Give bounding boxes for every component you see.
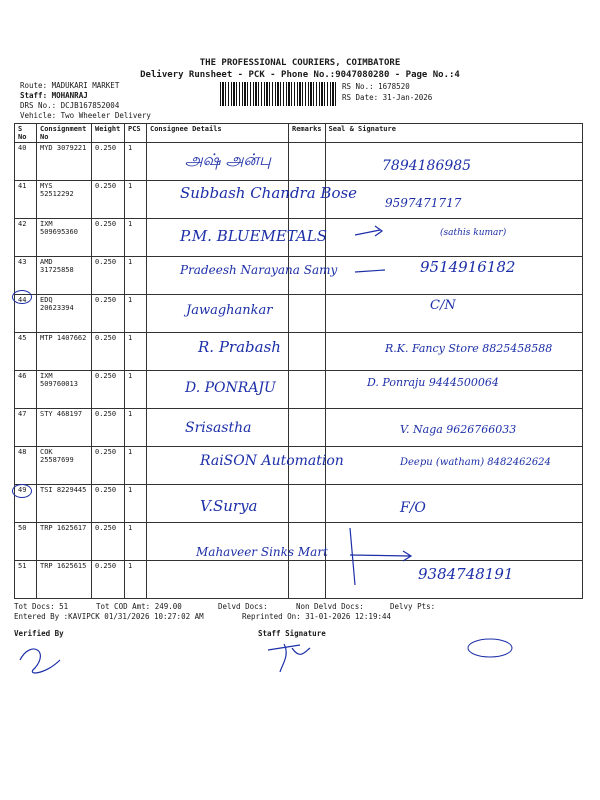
consignment-number: TRP 1625617 xyxy=(37,523,92,561)
pieces: 1 xyxy=(125,295,147,333)
handwritten-consignee: D. PONRAJU xyxy=(185,380,276,396)
arrow-43 xyxy=(355,270,385,272)
delivered-docs: Delvd Docs: xyxy=(218,602,268,611)
arrow-42 xyxy=(355,226,382,236)
pieces: 1 xyxy=(125,371,147,409)
verified-signature xyxy=(20,649,60,673)
pieces: 1 xyxy=(125,561,147,599)
consignment-number: TRP 1625615 xyxy=(37,561,92,599)
col-consignee: Consignee Details xyxy=(147,124,289,143)
staff: Staff: MOHANRAJ xyxy=(20,91,88,100)
col-consignment: Consignment No xyxy=(37,124,92,143)
handwritten-consignee: R. Prabash xyxy=(198,338,281,356)
weight: 0.250 xyxy=(92,257,125,295)
consignment-number: EDQ 20623394 xyxy=(37,295,92,333)
col-sno: S No xyxy=(15,124,37,143)
handwritten-signature: F/O xyxy=(400,500,426,516)
sno: 44 xyxy=(15,295,37,333)
handwritten-signature: 9597471717 xyxy=(385,196,462,210)
entered-by: Entered By :KAVIPCK 01/31/2026 10:27:02 AM xyxy=(14,612,204,621)
col-remarks: Remarks xyxy=(289,124,326,143)
handwritten-consignee: அஷ் அன்பு xyxy=(185,150,271,169)
consignment-number: STY 468197 xyxy=(37,409,92,447)
sno: 47 xyxy=(15,409,37,447)
drs-number: DRS No.: DCJB167852004 xyxy=(20,101,120,110)
sno: 51 xyxy=(15,561,37,599)
company-title: THE PROFESSIONAL COURIERS, COIMBATORE xyxy=(199,58,401,68)
route: Route: MADUKARI MARKET xyxy=(20,81,120,90)
handwritten-signature: 7894186985 xyxy=(382,158,472,174)
rs-number: RS No.: 1678520 xyxy=(342,82,410,91)
sno: 48 xyxy=(15,447,37,485)
handwritten-signature: (sathis kumar) xyxy=(440,228,507,238)
runsheet-subtitle: Delivery Runsheet - PCK - Phone No.:9047080280 - Page No.:4 xyxy=(140,70,460,80)
total-docs: Tot Docs: 51 xyxy=(14,602,69,611)
pieces: 1 xyxy=(125,447,147,485)
pieces: 1 xyxy=(125,485,147,523)
col-signature: Seal & Signature xyxy=(325,124,582,143)
pieces: 1 xyxy=(125,523,147,561)
consignment-number: AMD 31725858 xyxy=(37,257,92,295)
weight: 0.250 xyxy=(92,447,125,485)
consignment-number: MYS 52512292 xyxy=(37,181,92,219)
delivery-points: Delvy Pts: xyxy=(390,602,436,611)
weight: 0.250 xyxy=(92,523,125,561)
handwritten-consignee: Pradeesh Narayana Samy xyxy=(180,263,338,277)
consignment-number: MTP 1407662 xyxy=(37,333,92,371)
handwritten-consignee: Mahaveer Sinks Mart xyxy=(196,545,328,559)
weight: 0.250 xyxy=(92,485,125,523)
weight: 0.250 xyxy=(92,333,125,371)
pieces: 1 xyxy=(125,143,147,181)
weight: 0.250 xyxy=(92,371,125,409)
pieces: 1 xyxy=(125,181,147,219)
handwritten-signature: 9384748191 xyxy=(418,565,514,583)
weight: 0.250 xyxy=(92,295,125,333)
total-cod: Tot COD Amt: 249.00 xyxy=(96,602,182,611)
handwritten-consignee: P.M. BLUEMETALS xyxy=(180,227,328,245)
pieces: 1 xyxy=(125,333,147,371)
consignment-number: IXM 509695360 xyxy=(37,219,92,257)
pieces: 1 xyxy=(125,409,147,447)
handwritten-signature: R.K. Fancy Store 8825458588 xyxy=(385,342,553,355)
handwritten-signature: C/N xyxy=(430,298,456,313)
sno: 41 xyxy=(15,181,37,219)
pieces: 1 xyxy=(125,219,147,257)
handwritten-consignee: Srisastha xyxy=(185,420,252,436)
pieces: 1 xyxy=(125,257,147,295)
consignment-number: COK 25587699 xyxy=(37,447,92,485)
sno: 42 xyxy=(15,219,37,257)
handwritten-signature: 9514916182 xyxy=(420,258,516,276)
consignment-number: IXM 509760013 xyxy=(37,371,92,409)
staff-signature-label: Staff Signature xyxy=(258,629,326,638)
sno: 45 xyxy=(15,333,37,371)
verified-by-label: Verified By xyxy=(14,629,64,638)
handwritten-consignee: Jawaghankar xyxy=(186,303,273,318)
weight: 0.250 xyxy=(92,561,125,599)
non-delivered-docs: Non Delvd Docs: xyxy=(296,602,364,611)
handwritten-signature: V. Naga 9626766033 xyxy=(400,423,517,436)
vehicle: Vehicle: Two Wheeler Delivery xyxy=(20,111,151,120)
bracket-50-51 xyxy=(350,528,355,585)
weight: 0.250 xyxy=(92,143,125,181)
rs-date: RS Date: 31-Jan-2026 xyxy=(342,93,433,102)
weight: 0.250 xyxy=(92,409,125,447)
col-pcs: PCS xyxy=(125,124,147,143)
sno: 46 xyxy=(15,371,37,409)
sno: 50 xyxy=(15,523,37,561)
handwritten-consignee: Subbash Chandra Bose xyxy=(180,184,358,202)
handwritten-signature: D. Ponraju 9444500064 xyxy=(367,376,499,389)
consignment-number: TSI 8229445 xyxy=(37,485,92,523)
reprinted-on: Reprinted On: 31-01-2026 12:19:44 xyxy=(242,612,392,621)
handwritten-signature: Deepu (watham) 8482462624 xyxy=(400,457,551,468)
sno: 43 xyxy=(15,257,37,295)
stamp-oval xyxy=(468,639,512,657)
staff-signature xyxy=(268,644,310,672)
sno: 49 xyxy=(15,485,37,523)
weight: 0.250 xyxy=(92,219,125,257)
arrow-51 xyxy=(350,551,411,561)
sno: 40 xyxy=(15,143,37,181)
col-weight: Weight xyxy=(92,124,125,143)
handwritten-consignee: RaiSON Automation xyxy=(200,453,344,469)
weight: 0.250 xyxy=(92,181,125,219)
consignment-number: MYD 3079221 xyxy=(37,143,92,181)
handwritten-consignee: V.Surya xyxy=(200,497,258,515)
